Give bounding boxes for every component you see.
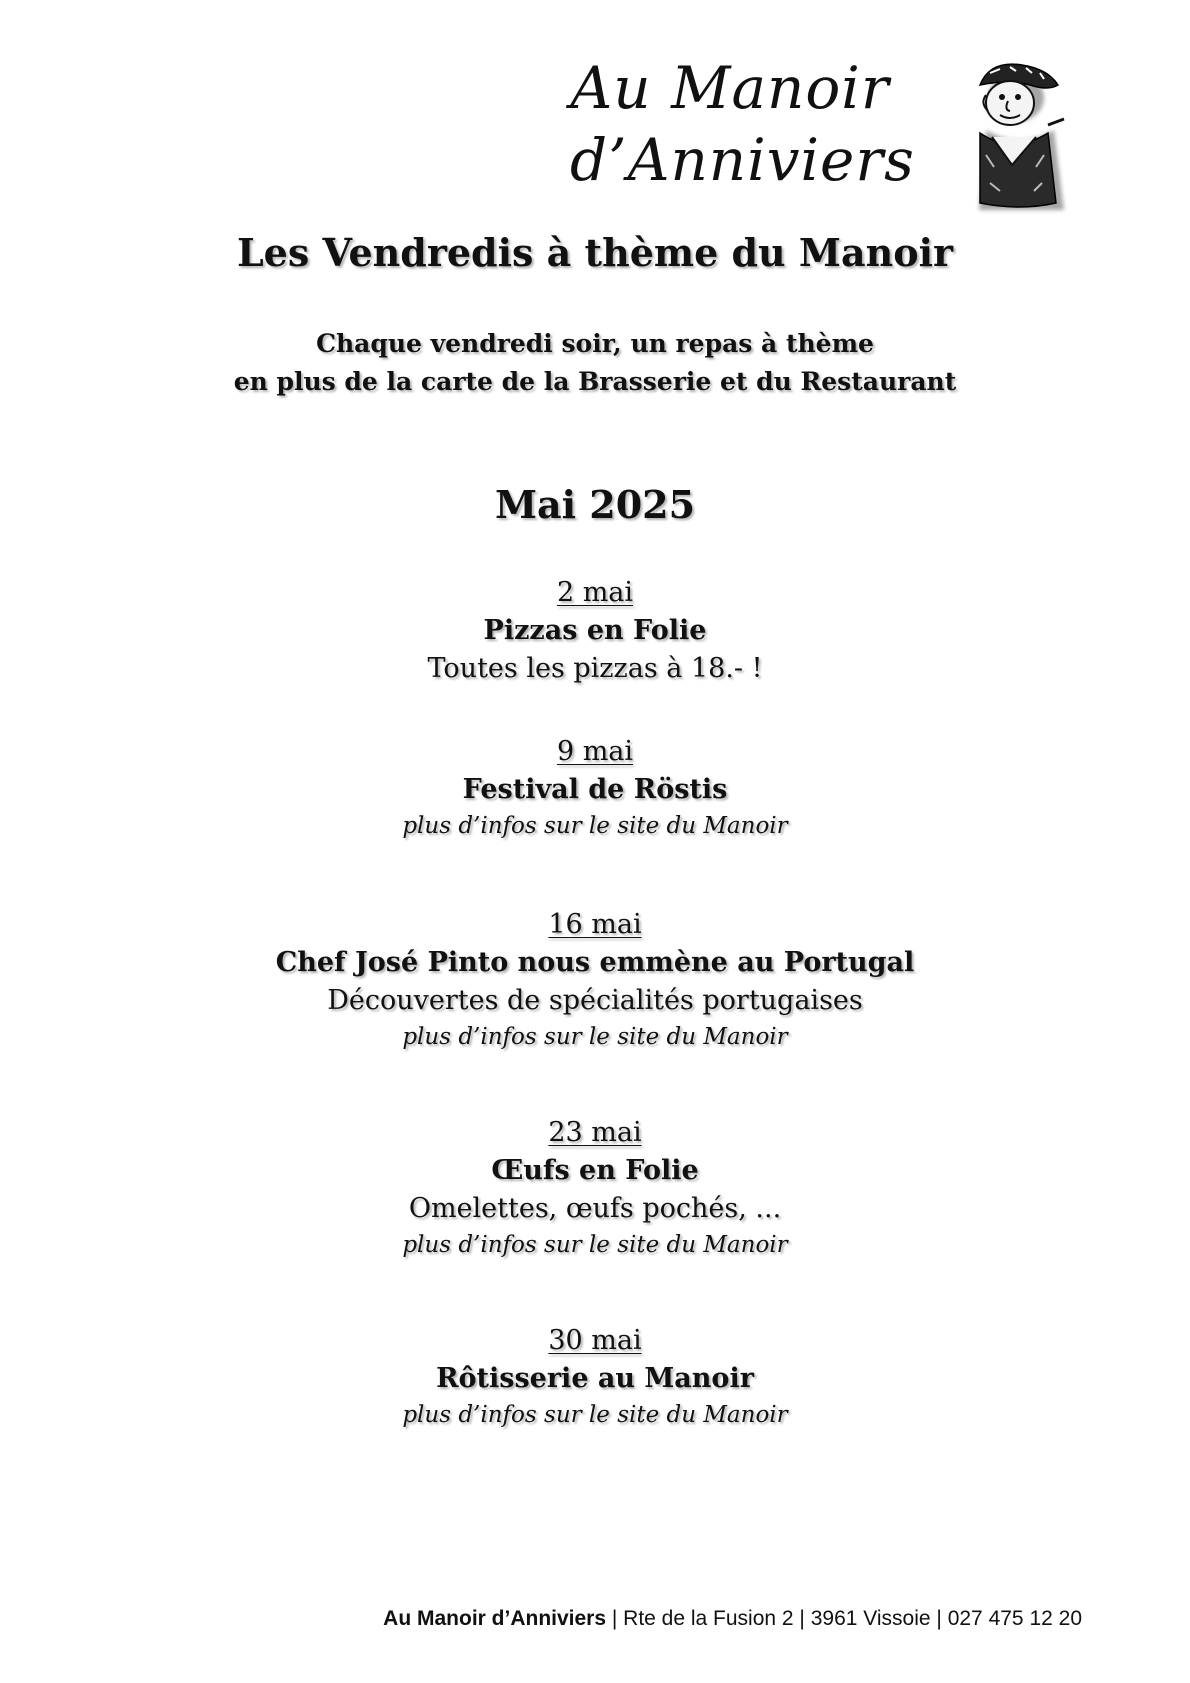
- event-name: Rôtisserie au Manoir: [436, 1363, 754, 1394]
- footer-contact: [383, 1605, 1082, 1633]
- event-description: Toutes les pizzas à 18.- !: [427, 653, 763, 684]
- footer-name: Au Manoir d’Anniviers: [383, 1607, 607, 1630]
- event-item: [0, 733, 1190, 843]
- event-item: [0, 574, 1190, 688]
- event-date: 9 mai: [556, 736, 634, 767]
- subtitle-line-2: en plus de la carte de la Brasserie et du Restaurant: [233, 367, 957, 396]
- event-name: Pizzas en Folie: [483, 615, 707, 646]
- footer-address: | Rte de la Fusion 2 | 3961 Vissoie | 027 475 12 20: [606, 1607, 1082, 1630]
- event-item: [0, 1114, 1190, 1262]
- event-info-link[interactable]: plus d’infos sur le site du Manoir: [402, 1024, 788, 1050]
- logo-line-2: d’Anniviers: [570, 126, 915, 194]
- event-info-link[interactable]: plus d’infos sur le site du Manoir: [402, 813, 788, 839]
- event-item: [0, 1322, 1190, 1432]
- restaurant-logo-text: [570, 52, 915, 196]
- event-item: [0, 906, 1190, 1054]
- event-description: Omelettes, œufs pochés, ...: [408, 1193, 782, 1224]
- subtitle: [0, 325, 1190, 401]
- event-name: Œufs en Folie: [491, 1155, 699, 1186]
- event-info-link[interactable]: plus d’infos sur le site du Manoir: [402, 1232, 788, 1258]
- event-name: Chef José Pinto nous emmène au Portugal: [275, 947, 915, 978]
- subtitle-line-1: Chaque vendredi soir, un repas à thème: [316, 329, 874, 358]
- month-heading: Mai 2025: [494, 482, 696, 527]
- event-info-link[interactable]: plus d’infos sur le site du Manoir: [402, 1402, 788, 1428]
- event-name: Festival de Röstis: [462, 774, 728, 805]
- chef-mascot-icon: [960, 55, 1080, 215]
- page-title: Les Vendredis à thème du Manoir: [236, 230, 954, 275]
- logo-line-1: Au Manoir: [570, 54, 890, 122]
- event-date: 30 mai: [548, 1325, 642, 1356]
- event-date: 23 mai: [548, 1117, 642, 1148]
- event-description: Découvertes de spécialités portugaises: [327, 985, 863, 1016]
- event-date: 16 mai: [548, 909, 642, 940]
- event-date: 2 mai: [556, 577, 634, 608]
